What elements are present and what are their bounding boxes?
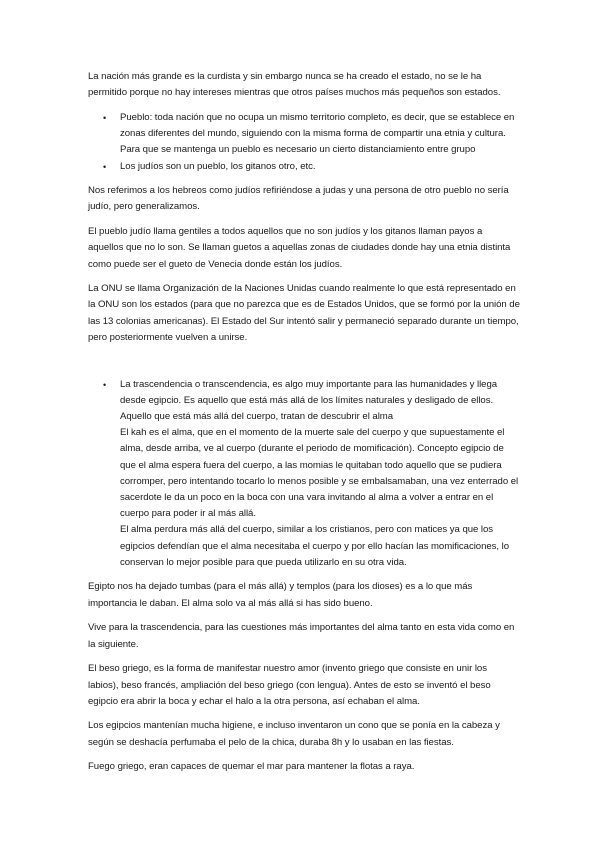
paragraph-higiene-egipcios: Los egipcios mantenían mucha higiene, e incluso inventaron un cono que se ponía en la cabeza y según se deshacía perfumaba el pelo de la chica, duraba 8h y lo usaban en las fiestas.	[88, 720, 500, 748]
bullet-icon: •	[103, 161, 107, 172]
bullet-icon: •	[103, 379, 107, 390]
bullet-icon: •	[103, 112, 107, 123]
paragraph-egipto-tumbas: Egipto nos ha dejado tumbas (para el más allá) y templos (para los dioses) es a lo que más importancia le daban. El alma solo va al más allá si has sido bueno.	[88, 581, 473, 609]
paragraph-beso-griego: El beso griego, es la forma de manifestar nuestro amor (invento griego que consiste en unir los labios), beso francés, ampliación del beso griego (con lengua). Antes de esto se inventó el beso egipcio era abrir la boca y echar el halo a la otra persona, así echaban el alma.	[88, 663, 491, 707]
document-body	[88, 69, 520, 784]
paragraph-vive-trascendencia: Vive para la trascendencia, para las cuestiones más importantes del alma tanto en esta vida como en la siguiente.	[88, 622, 515, 650]
paragraph-gentiles-guetos: El pueblo judío llama gentiles a todos aquellos que no son judíos y los gitanos llaman payos a aquellos que no lo son. Se llaman guetos a aquellas zonas de ciudades donde hay una etnia distinta como puede ser el gueto de Venecia donde están los judíos.	[88, 226, 511, 270]
list-item-text-line: La trascendencia o transcendencia, es algo muy importante para las humanidades y llega desde egipcio. Es aquello que está más allá de los límites naturales y desligado de ellos. Aquello que está más allá del cuerpo, tratan de descubrir el alma	[120, 378, 498, 422]
blank-space	[88, 355, 520, 377]
list-item	[88, 159, 520, 175]
paragraph-fuego-griego: Fuego griego, eran capaces de quemar el mar para mantener la flotas a raya.	[88, 761, 415, 773]
list-item	[88, 377, 520, 571]
bullet-list-pueblo	[88, 110, 520, 175]
list-item-text-line: El alma perdura más allá del cuerpo, similar a los cristianos, pero con matices ya que los egipcios defendían que el alma necesitaba el cuerpo y por ello hacían las momificaciones, lo conservan lo mejor posible para que pueda utilizarlo en su otra vida.	[120, 524, 509, 568]
list-item	[88, 110, 520, 159]
paragraph-kurdish-nation: La nación más grande es la curdista y sin embargo nunca se ha creado el estado, no se le ha permitido porque no hay intereses mientras que otros países muchos más pequeños son estados.	[88, 71, 501, 99]
paragraph-hebreos: Nos referimos a los hebreos como judíos refiriéndose a judas y una persona de otro pueblo no sería judío, pero generalizamos.	[88, 185, 509, 213]
bullet-list-trascendencia	[88, 377, 520, 571]
list-item-text: Los judíos son un pueblo, los gitanos otro, etc.	[120, 160, 316, 172]
paragraph-onu: La ONU se llama Organización de la Naciones Unidas cuando realmente lo que está representado en la ONU son los estados (para que no parezca que es de Estados Unidos, que se formó por la unión de las 13 colonias americanas). El Estado del Sur intentó salir y permaneció separado durante un tiempo, pero posteriormente vuelven a unirse.	[88, 283, 520, 343]
list-item-text-line: El kah es el alma, que en el momento de la muerte sale del cuerpo y que supuestamente el alma, desde arriba, ve al cuerpo (durante el periodo de momificación). Concepto egipcio de que el alma espera fuera del cuerpo, a las momias le quitaban todo aquello que se pudiera corromper, pero intentando tocarlo lo menos posible y se embalsamaban, una vez enterrado el sacerdote le da un poco en la boca con una vara invitando al alma a volver a entrar en el cuerpo para poder ir al más allá.	[120, 427, 519, 520]
list-item-text: Pueblo: toda nación que no ocupa un mismo territorio completo, es decir, que se establece en zonas diferentes del mundo, siguiendo con la misma forma de compartir una etnia y cultura. Para que se mantenga un pueblo es necesario un cierto distanciamiento entre grupo	[120, 111, 515, 156]
